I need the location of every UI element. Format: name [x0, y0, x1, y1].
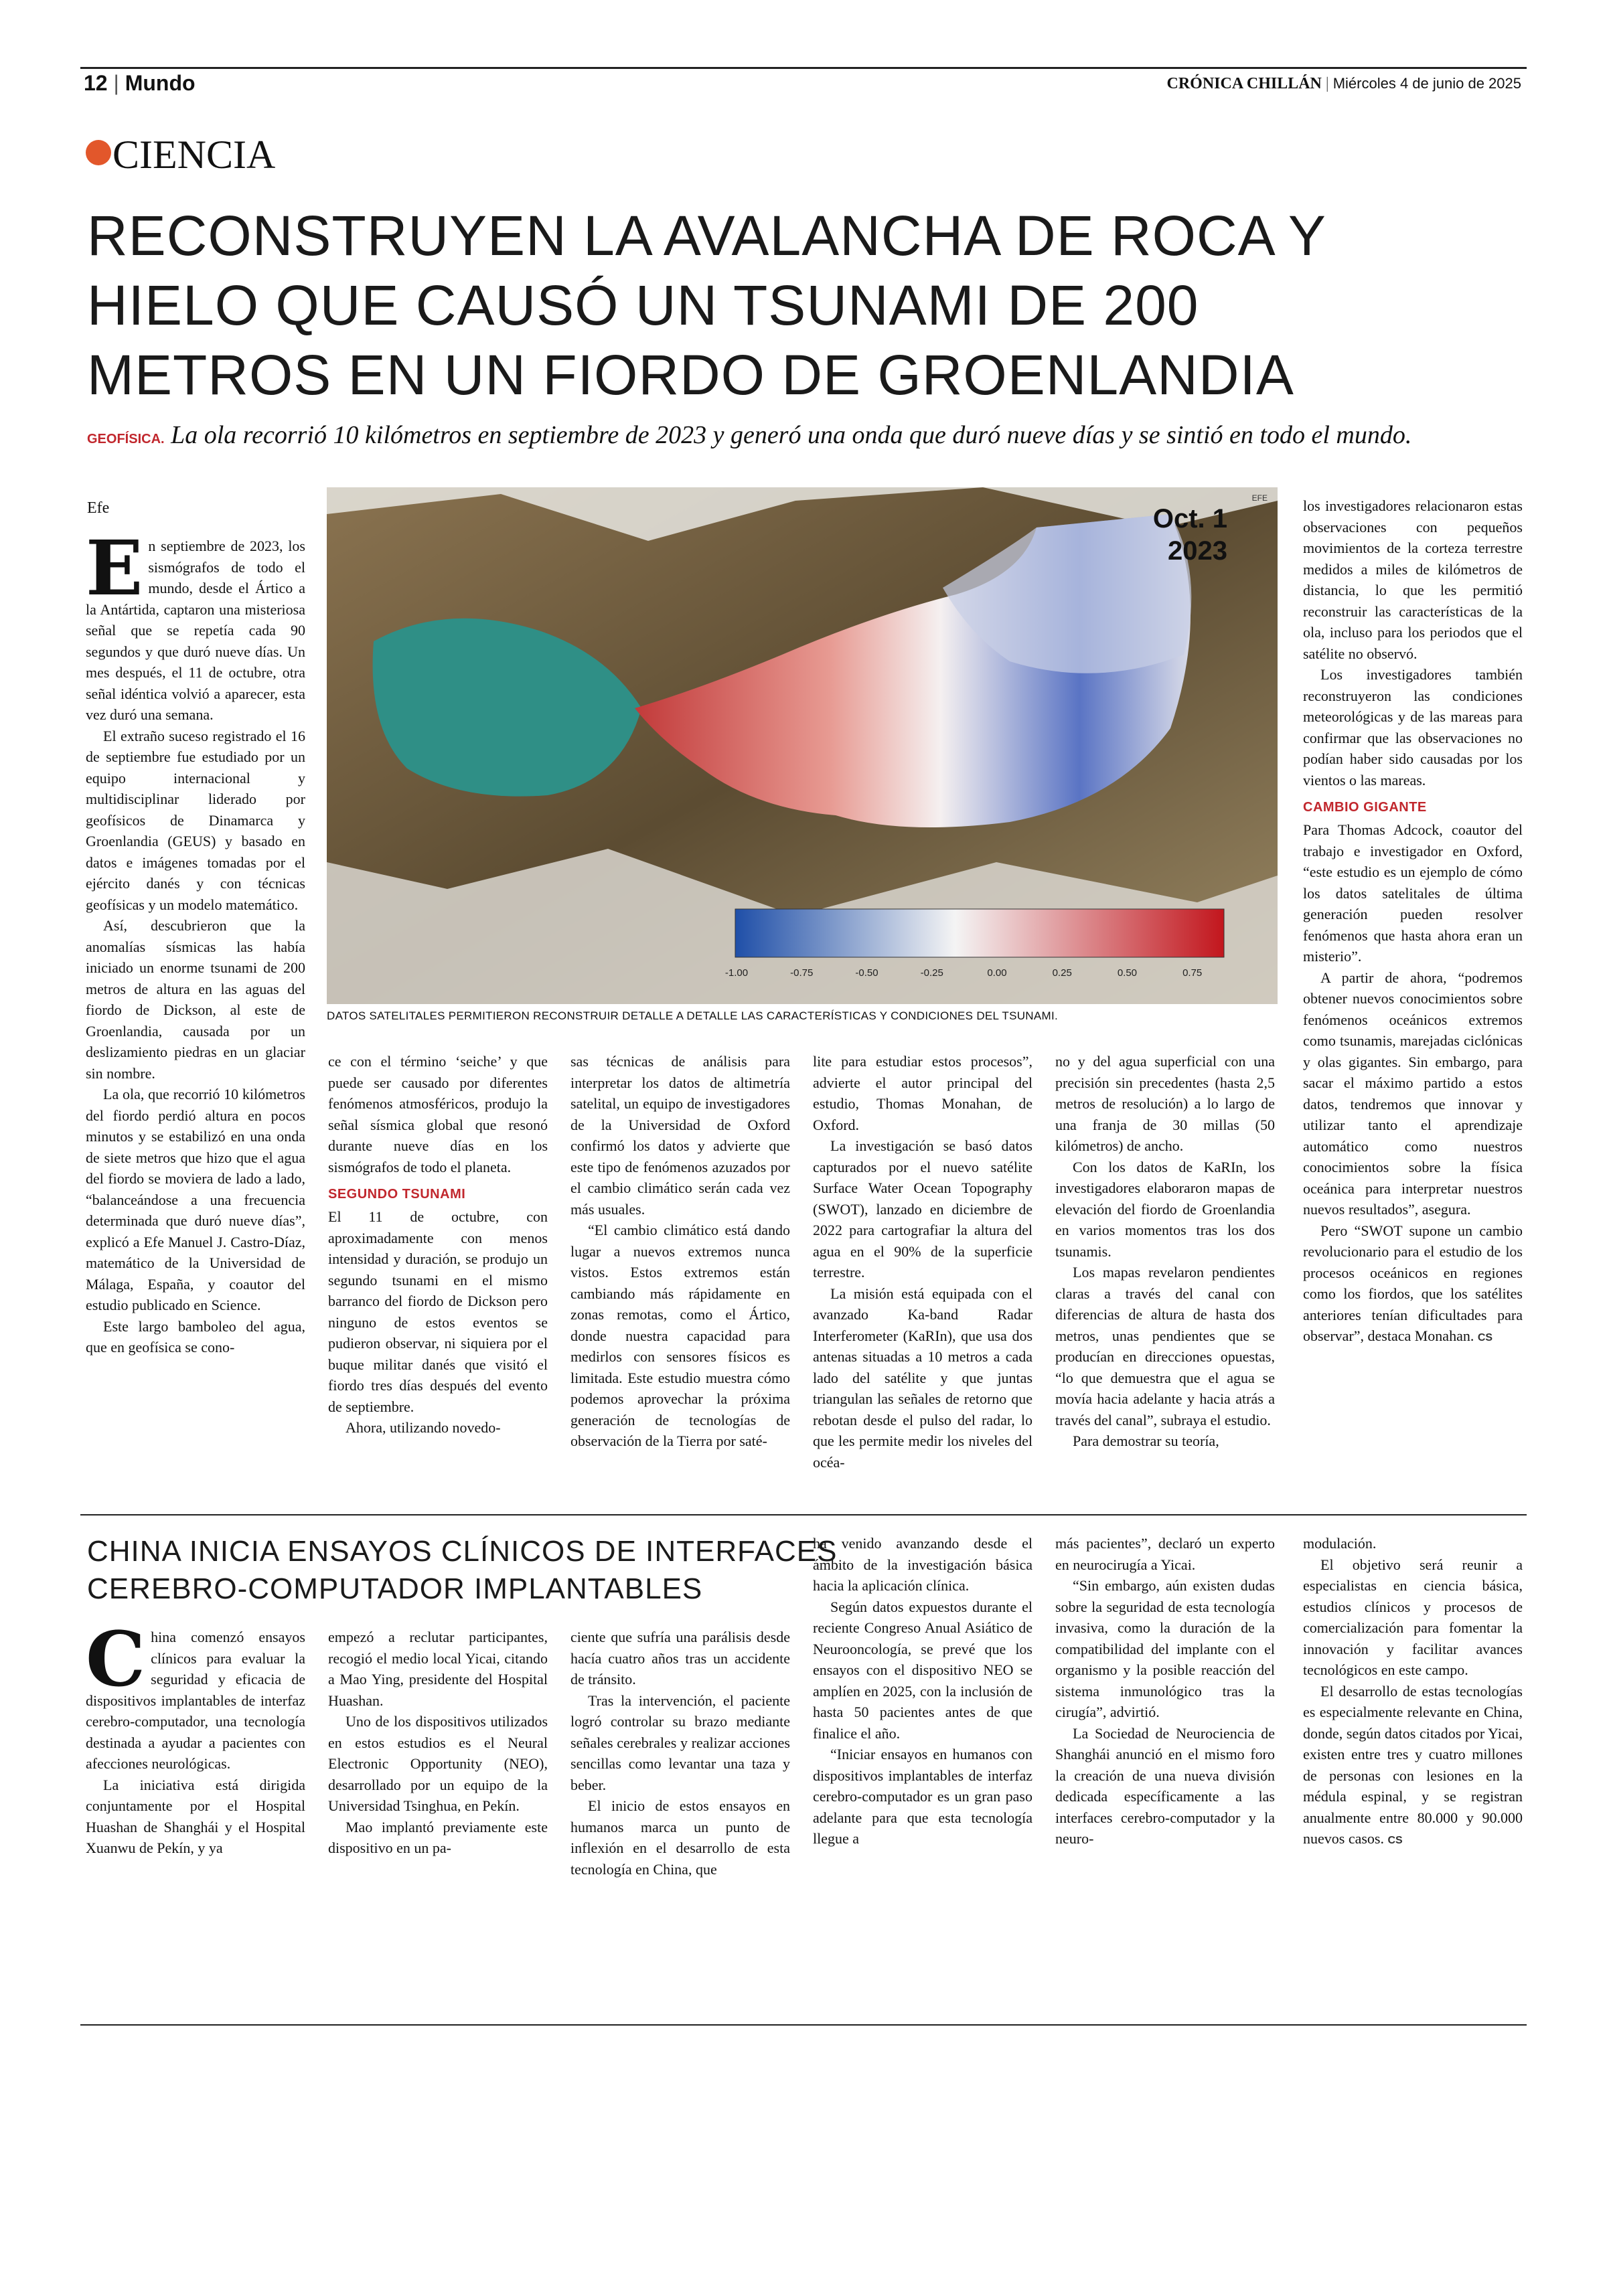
colorbar-tick-label: 0.50: [1117, 967, 1138, 979]
paragraph: Según datos expuestos durante el reciente Congreso Anual Asiático de Neurooncología, se prevé que los ensayos con el dispositivo NEO se amplíen en 2025, con la inclusión de hasta 50 pacientes antes de que finalice el año.: [813, 1598, 1032, 1742]
colorbar-tick-label: 0.00: [987, 967, 1007, 979]
article1-col3: [570, 1051, 790, 1506]
deck-text: La ola recorrió 10 kilómetros en septiembre de 2023 y generó una onda que duró nueve días y se sintió en todo el mundo.: [171, 421, 1412, 449]
paragraph: La Sociedad de Neurociencia de Shanghái anunció en el mismo foro la creación de una nueva división dedicada específicamente a las interfaces cerebro-computador y la neuro-: [1055, 1724, 1275, 1847]
colorbar-tick-label: -0.75: [790, 967, 814, 979]
paragraph: “El cambio climático está dando lugar a nuevos extremos nunca vistos. Estos extremos están cambiando más rápidamente en zonas remotas, como el Ártico, donde nuestra capacidad para medirlos con sensores físicos es limitada. Este estudio muestra cómo podemos aprovechar la próxima generación de tecnologías de observación de la Tierra por saté-: [570, 1222, 790, 1449]
article2-col3: [570, 1627, 790, 2001]
paragraph: A partir de ahora, “podremos obtener nuevos conocimientos sobre fenómenos oceánicos extremos como tsunamis, marejadas ciclónicas y olas gigantes. Sin embargo, para sacar el máximo partido a estos datos, tendremos que innovar y utilizar tanto el aprendizaje automático como nuestros conocimientos sobre la física oceánica para interpretar nuestros nuevos resultados”, asegura.: [1303, 969, 1523, 1218]
colorbar-tick-label: 0.75: [1182, 967, 1203, 979]
header-top-rule: [80, 67, 1527, 69]
colorbar-tick-label: -1.00: [724, 967, 749, 979]
paragraph: El inicio de estos ensayos en humanos marca un punto de inflexión en el desarrollo de esta tecnología en China, que: [570, 1797, 790, 1878]
paragraph: lite para estudiar estos procesos”, advierte el autor principal del estudio, Thomas Monahan, de Oxford.: [813, 1053, 1032, 1133]
paragraph: “Sin embargo, aún existen dudas sobre la seguridad de esta tecnología invasiva, como la duración de la compatibilidad del implante con el organismo y la posible reacción del sistema inmunológico tras la cirugía”, advirtió.: [1055, 1577, 1275, 1720]
article2-col4: [813, 1533, 1032, 2001]
paragraph: modulación.: [1303, 1535, 1377, 1552]
kicker-label: CIENCIA: [112, 133, 276, 177]
paragraph: Este largo bamboleo del agua, que en geofísica se cono-: [86, 1317, 305, 1356]
satellite-image: [327, 487, 1278, 1004]
paragraph: La iniciativa está dirigida conjuntamente por el Hospital Huashan de Shanghái y el Hospital Xuanwu de Pekín, y ya: [86, 1776, 305, 1856]
headline-line: CHINA INICIA ENSAYOS CLÍNICOS DE INTERFACES: [87, 1535, 838, 1568]
article-headline: [87, 201, 1326, 410]
colorbar-tick-label: -0.50: [855, 967, 878, 979]
paragraph: Tras la intervención, el paciente logró controlar su brazo mediante señales cerebrales y realizar acciones sencillas como levantar una taza y beber.: [570, 1692, 790, 1793]
paragraph: La ola, que recorrió 10 kilómetros del fiordo perdió altura en pocos minutos y se estabilizó en una onda de siete metros que hizo que el agua del fiordo se moviera de lado a lado, “balanceándose a una frecuencia determinada que duró nueve días”, explicó a Efe Manuel J. Castro-Díaz, matemático de la Universidad de Málaga, España, y coautor del estudio publicado en Science.: [86, 1086, 305, 1313]
article-separator: [80, 1514, 1527, 1515]
paragraph: ha venido avanzando desde el ámbito de la investigación básica hacia la aplicación clínica.: [813, 1535, 1032, 1594]
article1-col4: [813, 1051, 1032, 1506]
image-date-overlay: Oct. 1: [1152, 504, 1227, 534]
kicker: [86, 131, 275, 178]
article2-col5: [1055, 1533, 1275, 2001]
paragraph: sas técnicas de análisis para interpretar los datos de altimetría satelital, un equipo de investigadores de la Universidad de Oxford confirmó los datos y advierte que este tipo de fenómenos azuzados por el cambio climático serán cada vez más usuales.: [570, 1053, 790, 1218]
paragraph: El desarrollo de estas tecnologías es especialmente relevante en China, donde, según datos citados por Yicai, existen entre tres y cuatro millones de personas con lesiones en la médula espinal, y se registran anualmente entre 80.000 y 90.000 nuevos casos. CS: [1303, 1682, 1523, 1847]
image-caption: DATOS SATELITALES PERMITIERON RECONSTRUIR DETALLE A DETALLE LAS CARACTERÍSTICAS Y CONDICIONES DEL TSUNAMI.: [327, 1009, 1059, 1022]
headline-line: CEREBRO-COMPUTADOR IMPLANTABLES: [87, 1572, 703, 1605]
paragraph: Para demostrar su teoría,: [1073, 1432, 1219, 1449]
headline-line: RECONSTRUYEN LA AVALANCHA DE ROCA Y: [87, 204, 1326, 267]
image-credit: EFE: [1251, 493, 1268, 503]
issue-date: Miércoles 4 de junio de 2025: [1332, 75, 1521, 92]
colorbar-tick-label: -0.25: [920, 967, 943, 979]
paragraph: China comenzó ensayos clínicos para evaluar la seguridad y eficacia de dispositivos implantables de interfaz cerebro-computador, una tecnología destinada a ayudar a pacientes con afecciones neurológicas.: [86, 1627, 305, 1772]
article2-col1: [86, 1627, 305, 2001]
article2-col6: [1303, 1533, 1523, 2001]
paragraph: En septiembre de 2023, los sismógrafos de todo el mundo, desde el Ártico a la Antártida, captaron una misteriosa señal que se repetía cada 90 segundos y que duró nueve días. Un mes después, el 11 de octubre, otra señal idéntica volvió a aparecer, esta vez duró una semana.: [86, 536, 305, 723]
paragraph: empezó a reclutar participantes, recogió el medio local Yicai, citando a Mao Ying, presidente del Hospital Huashan.: [328, 1629, 548, 1709]
publication-name: CRÓNICA CHILLÁN: [1166, 75, 1322, 92]
paragraph: Los mapas revelaron pendientes claras a través del canal con diferencias de altura de hasta dos metros, unas pendientes que se producían en direcciones opuestas, “lo que demuestra que el agua se movía hacia adelante y hacia atrás a través del canal”, subraya el estudio.: [1055, 1264, 1275, 1428]
paragraph: más pacientes”, declaró un experto en neurocirugía a Yicai.: [1055, 1535, 1275, 1573]
article-deck: [87, 420, 1533, 450]
page-number: 12: [84, 71, 108, 95]
paragraph: El objetivo será reunir a especialistas en ciencia básica, estudios clínicos y procesos de comercialización para fomentar la innovación y facilitar avances tecnológicos en este campo.: [1303, 1556, 1523, 1678]
article1-col2: [328, 1051, 548, 1506]
bottom-rule: [80, 2024, 1527, 2026]
article1-col1: [86, 536, 305, 1506]
article2-headline: [87, 1533, 837, 1608]
colorbar-tick-label: 0.25: [1052, 967, 1072, 979]
paragraph: Pero “SWOT supone un cambio revolucionario para el estudio de los procesos oceánicos en regiones como los fiordos, que los satélites anteriores tenían dificultades para observar”, destaca Monahan. CS: [1303, 1222, 1523, 1344]
paragraph: “Iniciar ensayos en humanos con dispositivos implantables de interfaz cerebro-computador es un gran paso adelante para que esta tecnología llegue a: [813, 1746, 1032, 1847]
paragraph: Uno de los dispositivos utilizados en estos estudios es el Neural Electronic Opportunity (NEO), desarrollado por un equipo de la Universidad Tsinghua, en Pekín.: [328, 1713, 548, 1814]
paragraph: Ahora, utilizando novedo-: [346, 1419, 501, 1436]
paragraph: Mao implantó previamente este dispositivo en un pa-: [328, 1818, 548, 1856]
article2-col2: [328, 1627, 548, 2001]
paragraph: los investigadores relacionaron estas observaciones con pequeños movimientos de la corteza terrestre medidos a miles de kilómetros de distancia, lo que les permitió reconstruir las características de la ola, incluso para los periodos que el satélite no observó.: [1303, 497, 1523, 662]
headline-line: HIELO QUE CAUSÓ UN TSUNAMI DE 200: [87, 274, 1199, 337]
drop-cap: C: [86, 1627, 146, 1704]
paragraph: Así, descubrieron que la anomalías sísmicas las había iniciado un enorme tsunami de 200 metros de altura en las aguas del fiordo de Dickson, al este de Groenlandia, causada por un deslizamiento piedras en un glaciar sin nombre.: [86, 917, 305, 1082]
paragraph: Para Thomas Adcock, coautor del trabajo e investigador en Oxford, “este estudio es un ejemplo de cómo los datos satelitales de última generación pueden resolver fenómenos que hasta ahora eran un misterio”.: [1303, 821, 1523, 965]
article1-col6: [1303, 495, 1523, 1506]
paragraph: El extraño suceso registrado el 16 de septiembre fue estudiado por un equipo internacional y multidisciplinar liderado por geofísicos de Dinamarca y Groenlandia (GEUS) y basado en datos e imágenes tomadas por el ejército danés y con técnicas geofísicas y un modelo matemático.: [86, 727, 305, 913]
end-mark-icon: CS: [1387, 1835, 1403, 1846]
drop-cap: E: [86, 536, 143, 612]
paragraph: La misión está equipada con el avanzado Ka-band Radar Interferometer (KaRIn), que usa dos antenas situadas a 10 metros a cada lado del satélite y que juntas triangulan las señales de retorno que rebotan desde el pulso del radar, lo que les permite medir los niveles del océa-: [813, 1285, 1032, 1471]
end-mark-icon: CS: [1477, 1332, 1493, 1343]
publication-line: CRÓNICA CHILLÁN | Miércoles 4 de junio de 2025: [1166, 75, 1521, 92]
paragraph: no y del agua superficial con una precisión sin precedentes (hasta 2,5 metros de resolución) a lo largo de una franja de 30 millas (50 kilómetros) de ancho.: [1055, 1053, 1275, 1154]
section-name: Mundo: [125, 71, 196, 95]
subhead: SEGUNDO TSUNAMI: [328, 1187, 466, 1202]
kicker-dot-icon: [86, 140, 111, 165]
paragraph: ce con el término ‘seiche’ y que puede ser causado por diferentes fenómenos atmosféricos, produjo la señal sísmica global que resonó durante nueve días en los sismógrafos de todo el planeta.: [328, 1053, 548, 1175]
deck-label: GEOFÍSICA.: [87, 432, 165, 446]
byline: Efe: [87, 499, 110, 517]
fjord-map-graphic: [327, 487, 1278, 1004]
subhead: CAMBIO GIGANTE: [1303, 800, 1427, 815]
page-folio: 12 | Mundo: [84, 71, 196, 95]
paragraph: ciente que sufría una parálisis desde hacía cuatro años tras un accidente de tránsito.: [570, 1629, 790, 1688]
paragraph: El 11 de octubre, con aproximadamente con menos intensidad y duración, se produjo un segundo tsunami en el mismo barranco del fiordo de Dickson pero ninguno de estos eventos se pudieron observar, ni siquiera por el buque militar danés que visitó el fiordo tres días después del evento de septiembre.: [328, 1208, 548, 1415]
paragraph: Los investigadores también reconstruyeron las condiciones meteorológicas y de las mareas para confirmar que las observaciones no podían haber sido causadas por los vientos o las mareas.: [1303, 666, 1523, 789]
headline-line: METROS EN UN FIORDO DE GROENLANDIA: [87, 343, 1294, 406]
article1-col5: [1055, 1051, 1275, 1506]
paragraph: Con los datos de KaRIn, los investigadores elaboraron mapas de elevación del fiordo de Groenlandia en varios momentos tras los dos tsunamis.: [1055, 1158, 1275, 1260]
image-date-overlay-year: 2023: [1168, 536, 1227, 566]
paragraph: La investigación se basó datos capturados por el nuevo satélite Surface Water Ocean Topography (SWOT), lanzado en diciembre de 2022 para cartografiar la altura del agua en el 90% de la superficie terrestre.: [813, 1137, 1032, 1281]
